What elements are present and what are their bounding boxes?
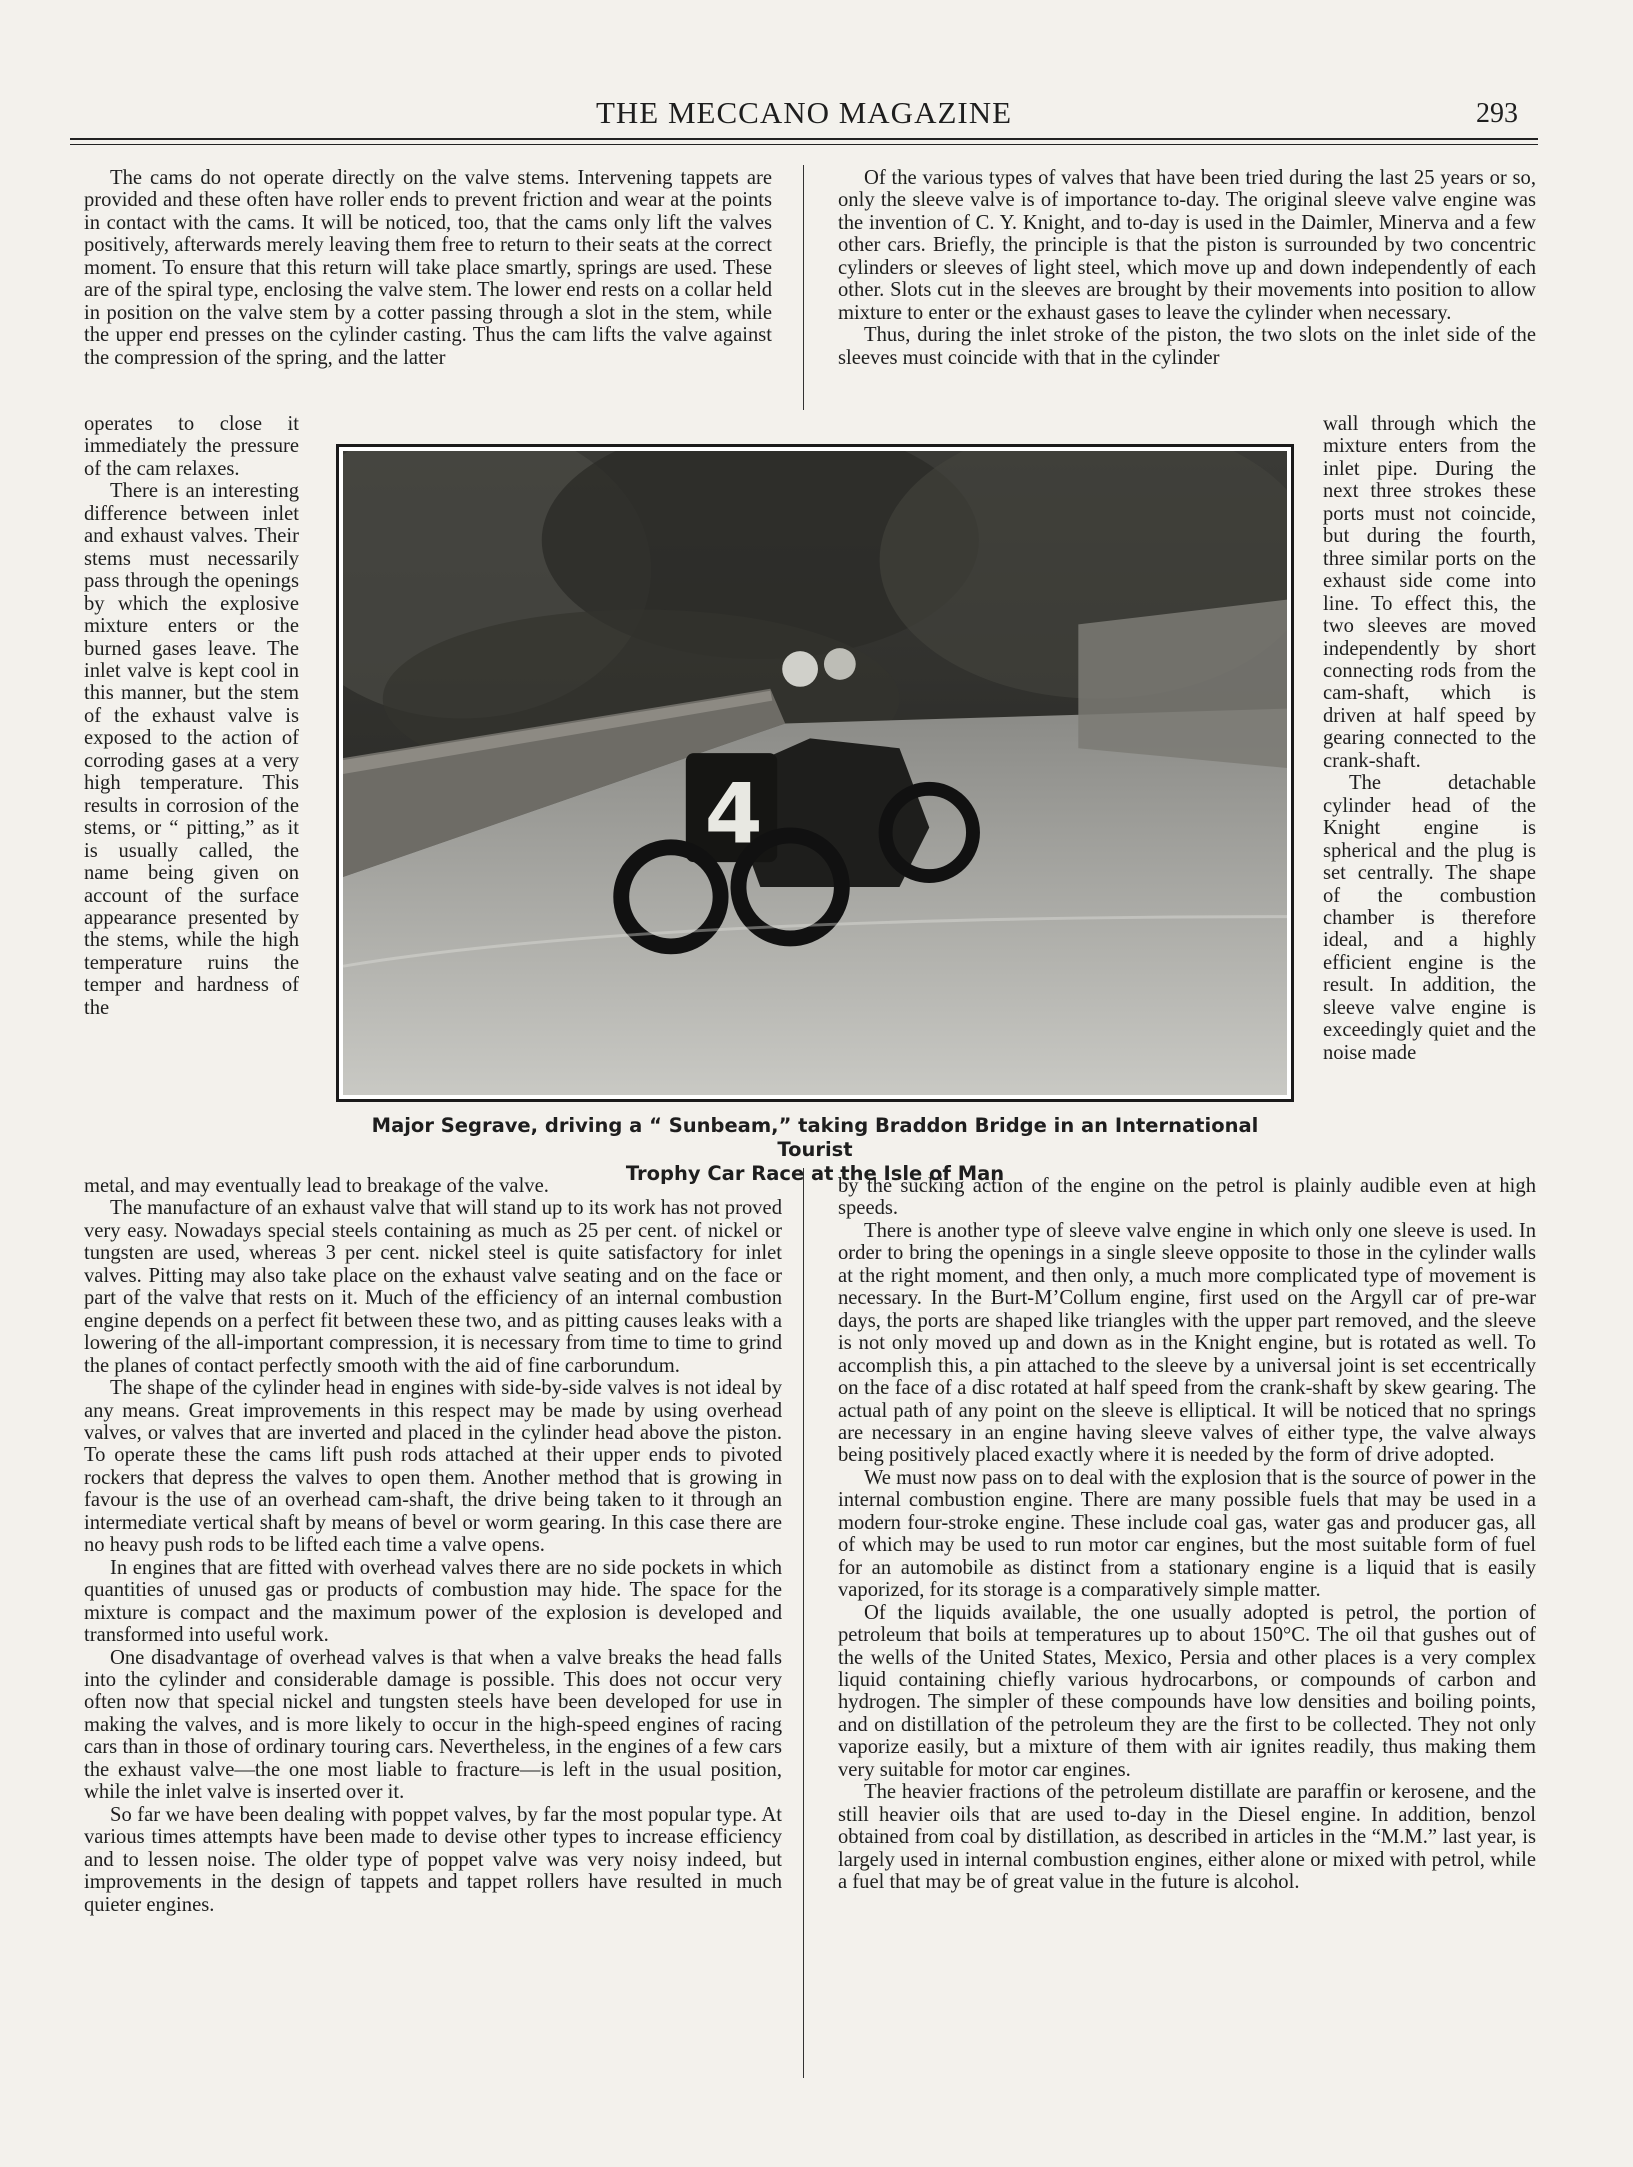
right-column-top: [838, 167, 1536, 369]
left-column-beside-photo: [84, 413, 299, 1019]
race-photo-image: [343, 451, 1287, 1095]
paragraph: We must now pass on to deal with the explosion that is the source of power in the internal combustion engine. There are many possible fuels that may be used in a modern four-stroke engine. These include coal gas, water gas and producer gas, all of which may be used to run motor car engines, but the most suitable form of fuel for an automobile as distinct from a stationary engine is a liquid that is easily vaporized, for its storage is a comparatively simple matter.: [838, 1466, 1536, 1602]
paragraph: wall through which the mixture enters from the inlet pipe. During the next three strokes these ports must not coincide, but during the fourth, three similar ports on the exhaust side come into line. To effect this, the two sleeves are moved independently by short connecting rods from the cam-shaft, which is driven at half speed by gearing connected to the crank-shaft.: [1323, 413, 1536, 772]
paragraph: The shape of the cylinder head in engines with side-by-side valves is not ideal by any means. Great improvements in this respect may be made by using overhead valves, or valves that are inverted and placed in the cylinder head above the piston. To operate these the cams lift push rods attached at their upper ends to pivoted rockers that depress the valves to open them. Another method that is growing in favour is the use of an overhead cam-shaft, the drive being taken to it through an intermediate vertical shaft by means of bevel or worm gearing. In this case there are no heavy push rods to be lifted each time a valve opens.: [84, 1377, 782, 1557]
paragraph: So far we have been dealing with poppet valves, by far the most popular type. At various times attempts have been made to devise other types to increase efficiency and to lessen noise. The older type of poppet valve was very noisy indeed, but improvements in the design of tappets and tappet rollers have resulted in much quieter engines.: [84, 1803, 782, 1916]
paragraph: The cams do not operate directly on the valve stems. Intervening tappets are provided and these often have roller ends to prevent friction and wear at the points in contact with the cams. It will be noticed, too, that the cams only lift the valves positively, afterwards merely leaving them free to return to their seats at the correct moment. To ensure that this return will take place smartly, springs are used. These are of the spiral type, enclosing the valve stem. The lower end rests on a collar held in position on the valve stem by a cotter passing through a slot in the stem, while the upper end presses on the cylinder casting. Thus the cam lifts the valve against the compression of the spring, and the latter: [84, 167, 772, 369]
paragraph: Of the various types of valves that have been tried during the last 25 years or so, only the sleeve valve is of importance to-day. The original sleeve valve engine was the invention of C. Y. Knight, and to-day is used in the Daimler, Minerva and a few other cars. Briefly, the principle is that the piston is surrounded by two concentric cylinders or sleeves of light steel, which move up and down independently of each other. Slots cut in the sleeves are brought by their movements into position to allow mixture to enter or the exhaust gases to leave the cylinder when necessary.: [838, 167, 1536, 324]
paragraph: metal, and may eventually lead to breakage of the valve.: [84, 1175, 549, 1197]
header-rule-thin: [70, 144, 1538, 145]
paragraph: There is an interesting difference between inlet and exhaust valves. Their stems must necessarily pass through the openings by which the explosive mixture enters or the burned gases leave. The inlet valve is kept cool in this manner, but the stem of the exhaust valve is exposed to the action of corroding gases at a very high temperature. This results in corrosion of the stems, or “ pitting,” as it is usually called, the name being given on account of the surface appearance presented by the stems, while the high temperature ruins the temper and hardness of the: [84, 480, 299, 1019]
magazine-title: THE MECCANO MAGAZINE: [595, 95, 1013, 130]
column-divider-top: [803, 165, 804, 410]
caption-line: Trophy Car Race at the Isle of Man: [625, 1162, 1005, 1185]
paragraph: Thus, during the inlet stroke of the piston, the two slots on the inlet side of the sleeves must coincide with that in the cylinder: [838, 324, 1536, 369]
paragraph: There is another type of sleeve valve engine in which only one sleeve is used. In order to bring the openings in a single sleeve opposite to those in the cylinder walls at the right moment, and then only, a much more complicated type of movement is necessary. In the Burt-M’Collum engine, first used on the Argyll car of pre-war days, the ports are shaped like triangles with the upper part removed, and the sleeve is not only moved up and down as in the Knight engine, but is rotated as well. To accomplish this, a pin attached to the sleeve by a universal joint is set eccentrically on the face of a disc rotated at half speed from the crank-shaft by skew gearing. The actual path of any point on the sleeve is elliptical. It will be noticed that no springs are necessary in an engine having sleeve valves of either type, the valve always being positively placed exactly where it is needed by the form of drive adopted.: [838, 1219, 1536, 1467]
paragraph: One disadvantage of overhead valves is that when a valve breaks the head falls into the cylinder and considerable damage is possible. This does not occur very often now that special nickel and tungsten steels have been developed for use in making the valves, and is more likely to occur in the high-speed engines of racing cars than in those of ordinary touring cars. Nevertheless, in the engines of a few cars the exhaust valve—the one most liable to fracture—is left in the usual position, while the inlet valve is inserted over it.: [84, 1646, 782, 1804]
paragraph: operates to close it immediately the pressure of the cam relaxes.: [84, 413, 299, 480]
car-number: 4: [704, 765, 763, 863]
header-rule: [70, 138, 1538, 140]
caption-line: Major Segrave, driving a “ Sunbeam,” taking Braddon Bridge in an International Tourist: [371, 1114, 1259, 1161]
race-photograph: [336, 444, 1294, 1102]
left-column-top: [84, 167, 772, 369]
page-header: [70, 95, 1538, 137]
left-column-bottom: [84, 1175, 782, 1916]
paragraph: Of the liquids available, the one usually adopted is petrol, the portion of petroleum that boils at temperatures up to about 150°C. The oil that gushes out of the wells of the United States, Mexico, Persia and other places is a very complex liquid containing chiefly various hydrocarbons, or compounds of carbon and hydrogen. The simpler of these compounds have low densities and boiling points, and on distillation of the petroleum they are the first to be collected. They not only vaporize easily, but a mixture of them with air ignites readily, thus making them very suitable for motor car engines.: [838, 1601, 1536, 1781]
column-divider-bottom: [803, 1168, 804, 2078]
page-number: 293: [1476, 98, 1518, 129]
right-column-bottom: [838, 1175, 1536, 1894]
paragraph: The manufacture of an exhaust valve that will stand up to its work has not proved very easy. Nowadays special steels containing as much as 25 per cent. of nickel or tungsten are used, whereas 3 per cent. nickel steel is quite satisfactory for inlet valves. Pitting may also take place on the exhaust valve seating and on the face or part of the valve that rests on it. Much of the efficiency of an internal combustion engine depends on a perfect fit between these two, and as pitting causes leaks with a lowering of the all-important compression, it is necessary from time to time to grind the planes of contact perfectly smooth with the aid of fine carborundum.: [84, 1197, 782, 1377]
paragraph: by the sucking action of the engine on the petrol is plainly audible even at high speeds.: [838, 1175, 1536, 1220]
right-column-beside-photo: [1323, 413, 1536, 1064]
paragraph: In engines that are fitted with overhead valves there are no side pockets in which quantities of unused gas or products of combustion may hide. The space for the mixture is compact and the maximum power of the explosion is developed and transformed into useful work.: [84, 1556, 782, 1647]
paragraph: The detachable cylinder head of the Knight engine is spherical and the plug is set centrally. The shape of the combustion chamber is therefore ideal, and a highly efficient engine is the result. In addition, the sleeve valve engine is exceedingly quiet and the noise made: [1323, 772, 1536, 1064]
paragraph: The heavier fractions of the petroleum distillate are paraffin or kerosene, and the still heavier oils that are used to-day in the Diesel engine. In addition, benzol obtained from coal by distillation, as described in articles in the “M.M.” last year, is largely used in internal combustion engines, either alone or mixed with petrol, while a fuel that may be of great value in the future is alcohol.: [838, 1781, 1536, 1894]
